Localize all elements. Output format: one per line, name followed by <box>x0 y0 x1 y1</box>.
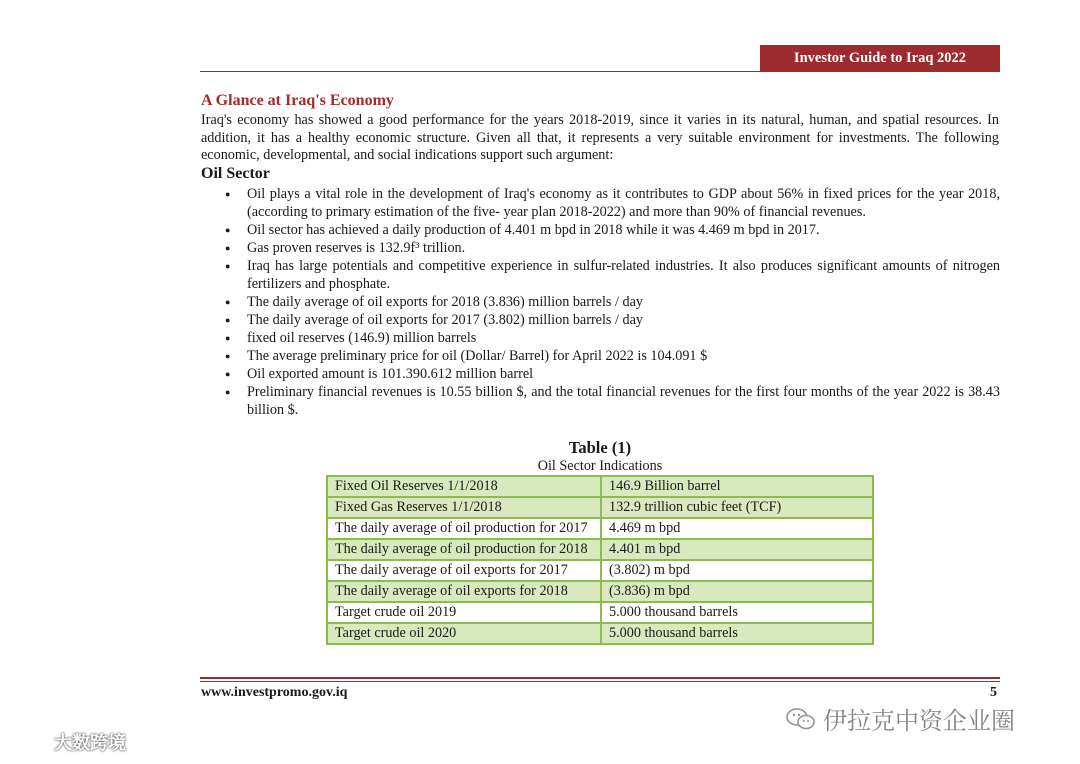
watermark-right-text: 伊拉克中资企业圈 <box>823 707 1015 735</box>
table-cell-value: (3.836) m bpd <box>601 581 873 602</box>
watermark-left <box>8 729 126 755</box>
table-cell-label: Target crude oil 2019 <box>327 602 601 623</box>
bullet-item: ● Oil plays a vital role in the development of Iraq's economy as it contributes to GDP about 56% in fixed prices for the year 2018, (according to primary estimation of the five- year plan 2018-2022) and more than 90% of financial revenues. <box>247 185 1000 221</box>
table-row <box>327 560 873 581</box>
intro-paragraph: Iraq's economy has showed a good performance for the years 2018-2019, since it varies in its natural, human, and spatial resources. In addition, it has a healthy economic structure. Given all that, it represents a very suitable environment for investments. The following economic, developmental, and social indications support such argument: <box>201 112 999 164</box>
table-row <box>327 476 873 497</box>
table-row <box>327 623 873 644</box>
table-row <box>327 518 873 539</box>
table-cell-value: 4.401 m bpd <box>601 539 873 560</box>
header-divider <box>200 71 1000 72</box>
table-cell-label: The daily average of oil exports for 2018 <box>327 581 601 602</box>
table-cell-value: 132.9 trillion cubic feet (TCF) <box>601 497 873 518</box>
table-cell-value: 146.9 Billion barrel <box>601 476 873 497</box>
table-cell-label: Target crude oil 2020 <box>327 623 601 644</box>
bullet-item: ● The daily average of oil exports for 2017 (3.802) million barrels / day <box>247 311 1000 329</box>
table-cell-label: Fixed Gas Reserves 1/1/2018 <box>327 497 601 518</box>
table-row <box>327 602 873 623</box>
bullet-item: ● fixed oil reserves (146.9) million barrels <box>247 329 1000 347</box>
table-cell-value: 5.000 thousand barrels <box>601 623 873 644</box>
table-title: Table (1) <box>568 438 632 457</box>
watermark-left-text: 大数跨境 <box>54 733 126 754</box>
oil-sector-bullet-list <box>247 185 1000 419</box>
table-subtitle: Oil Sector Indications <box>537 458 663 474</box>
bullet-item: ● Oil exported amount is 101.390.612 million barrel <box>247 365 1000 383</box>
bullet-item: ● Iraq has large potentials and competitive experience in sulfur-related industries. It also produces significant amounts of nitrogen fertilizers and phosphate. <box>247 257 1000 293</box>
table-row <box>327 581 873 602</box>
table-cell-value: 4.469 m bpd <box>601 518 873 539</box>
table-cell-label: The daily average of oil exports for 2017 <box>327 560 601 581</box>
table-row <box>327 497 873 518</box>
bullet-item: ● Gas proven reserves is 132.9f³ trillion. <box>247 239 1000 257</box>
header-badge: Investor Guide to Iraq 2022 <box>760 45 1000 72</box>
oil-indications-table <box>326 475 874 645</box>
table-row <box>327 539 873 560</box>
bullet-item: ● The average preliminary price for oil (Dollar/ Barrel) for April 2022 is 104.091 $ <box>247 347 1000 365</box>
table-cell-value: 5.000 thousand barrels <box>601 602 873 623</box>
footer-divider <box>200 677 1000 679</box>
footer-url: www.investpromo.gov.iq <box>201 685 348 700</box>
watermark-right <box>785 701 1015 736</box>
table-cell-label: The daily average of oil production for 2017 <box>327 518 601 539</box>
table-cell-value: (3.802) m bpd <box>601 560 873 581</box>
table-cell-label: Fixed Oil Reserves 1/1/2018 <box>327 476 601 497</box>
oil-sector-heading: Oil Sector <box>201 165 270 182</box>
wechat-icon <box>785 706 817 732</box>
brand-logo-icon <box>8 731 48 753</box>
section-title: A Glance at Iraq's Economy <box>201 92 394 109</box>
page-number: 5 <box>990 685 997 700</box>
bullet-item: ● Preliminary financial revenues is 10.55 billion $, and the total financial revenues for the first four months of the year 2022 is 38.43 billion $. <box>247 383 1000 419</box>
footer-divider-thin <box>200 681 1000 682</box>
bullet-item: ● The daily average of oil exports for 2018 (3.836) million barrels / day <box>247 293 1000 311</box>
bullet-item: ● Oil sector has achieved a daily production of 4.401 m bpd in 2018 while it was 4.469 m bpd in 2017. <box>247 221 1000 239</box>
table-cell-label: The daily average of oil production for 2018 <box>327 539 601 560</box>
